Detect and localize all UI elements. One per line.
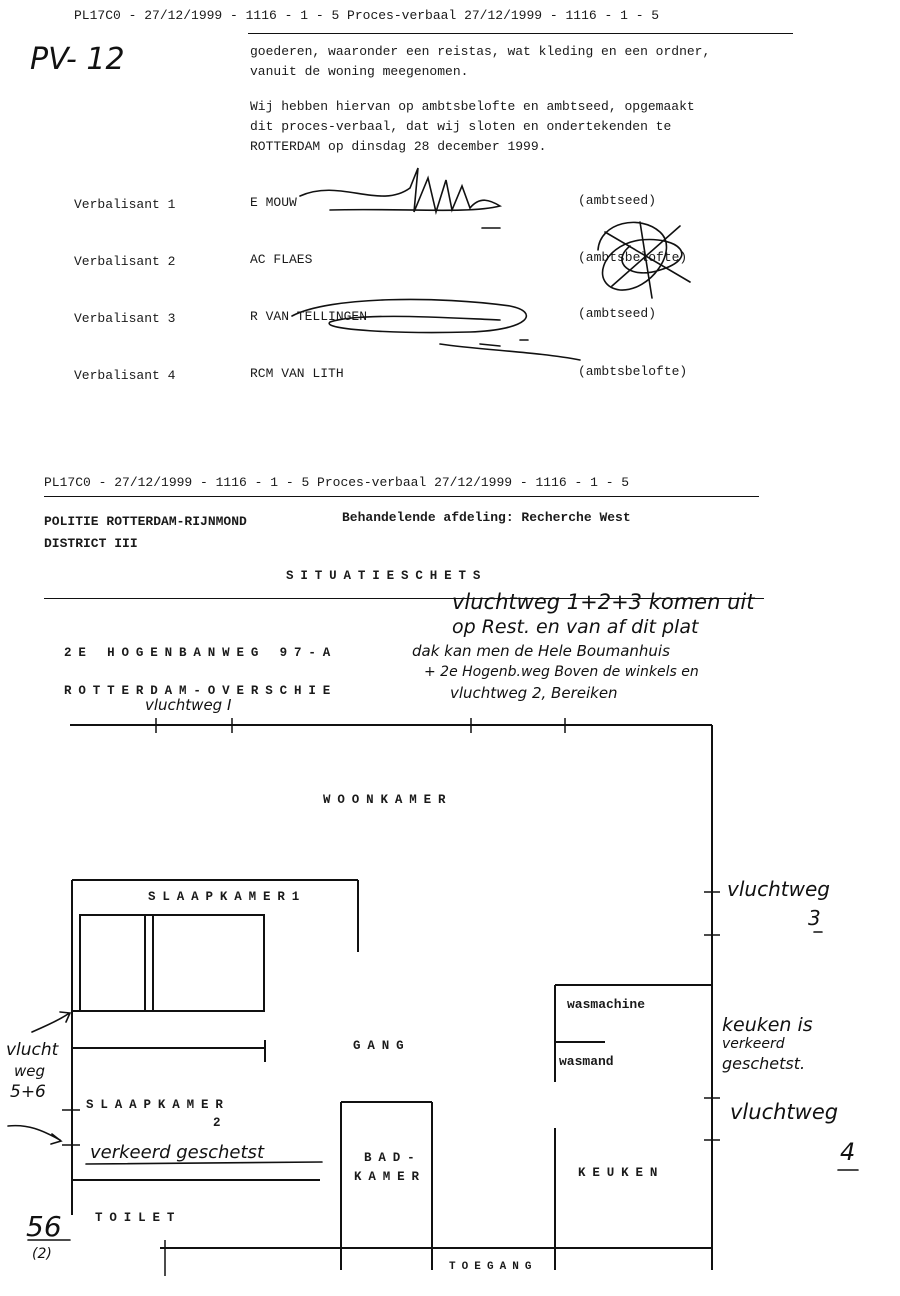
arrow-icon <box>32 1012 70 1032</box>
arrow-icon <box>8 1126 61 1144</box>
room-badkamer-a: BAD- <box>364 1151 422 1165</box>
room-badkamer-b: KAMER <box>354 1170 426 1184</box>
note-top-4: + 2e Hogenb.weg Boven de winkels en <box>424 664 699 680</box>
note-vluchtweg-3: vluchtweg <box>727 877 830 901</box>
label-wasmachine: wasmachine <box>567 997 646 1012</box>
room-toegang: TOEGANG <box>449 1261 538 1273</box>
officer-2-label: Verbalisant 2 <box>74 254 176 269</box>
room-woonkamer: WOONKAMER <box>323 793 453 807</box>
note-top-5: vluchtweg 2, Bereiken <box>450 684 618 702</box>
note-vlucht-5-6-a: vlucht <box>6 1040 59 1060</box>
note-vluchtweg-4-number: 4 <box>840 1138 856 1166</box>
officer-4-label: Verbalisant 4 <box>74 368 176 383</box>
body-line: vanuit de woning meegenomen. <box>250 64 469 79</box>
note-keuken-3: geschetst. <box>722 1054 806 1073</box>
department: Behandelende afdeling: Recherche West <box>342 510 631 525</box>
officer-1-oath: (ambtseed) <box>578 193 657 208</box>
note-vlucht-5-6-c: 5+6 <box>10 1082 46 1102</box>
note-top-3: dak kan men de Hele Boumanhuis <box>412 642 670 660</box>
officer-4-name: RCM VAN LITH <box>250 366 344 381</box>
closing-line: Wij hebben hiervan op ambtsbelofte en ambtseed, opgemaakt <box>250 99 695 114</box>
page2-header: PL17C0 - 27/12/1999 - 1116 - 1 - 5 Proces-verbaal 27/12/1999 - 1116 - 1 - 5 <box>44 475 630 490</box>
room-slaapkamer2-number: 2 <box>213 1116 228 1130</box>
officer-3-oath: (ambtseed) <box>578 306 657 321</box>
note-vluchtweg-3-number: 3 <box>808 906 821 930</box>
officer-1-name: E MOUW <box>250 195 297 210</box>
address-line-1: 2E HOGENBANWEG 97-A <box>64 646 338 660</box>
officer-3-label: Verbalisant 3 <box>74 311 176 326</box>
note-vluchtweg-1: vluchtweg I <box>145 696 232 714</box>
room-keuken: KEUKEN <box>578 1166 665 1180</box>
note-keuken-1: keuken is <box>722 1014 813 1036</box>
org-line-1: POLITIE ROTTERDAM-RIJNMOND <box>44 514 247 529</box>
address-line-2: ROTTERDAM-OVERSCHIE <box>64 684 338 698</box>
page-sub-number: (2) <box>32 1246 52 1262</box>
closing-line: dit proces-verbaal, dat wij sloten en ondertekenden te <box>250 119 672 134</box>
note-vluchtweg-4: vluchtweg <box>730 1100 839 1124</box>
room-gang: GANG <box>353 1039 411 1053</box>
officer-2-name: AC FLAES <box>250 252 313 267</box>
note-vlucht-5-6-b: weg <box>14 1062 46 1080</box>
note-top-1: vluchtweg 1+2+3 komen uit <box>452 590 755 614</box>
officer-1-label: Verbalisant 1 <box>74 197 176 212</box>
note-verkeerd-geschetst: verkeerd geschetst <box>90 1142 264 1163</box>
room-toilet: TOILET <box>95 1211 182 1225</box>
page1-header: PL17C0 - 27/12/1999 - 1116 - 1 - 5 Proces-verbaal 27/12/1999 - 1116 - 1 - 5 <box>74 8 660 23</box>
room-slaapkamer1: SLAAPKAMER1 <box>148 890 307 904</box>
note-keuken-2: verkeerd <box>722 1036 785 1052</box>
closing-line: ROTTERDAM op dinsdag 28 december 1999. <box>250 139 547 154</box>
room-slaapkamer2: SLAAPKAMER <box>86 1098 230 1112</box>
sketch-title: SITUATIESCHETS <box>286 569 488 583</box>
pv-annotation: PV- 12 <box>30 42 125 77</box>
note-top-2: op Rest. en van af dit plat <box>452 616 699 638</box>
label-wasmand: wasmand <box>559 1054 614 1069</box>
officer-2-oath: (ambtsbelofte) <box>578 250 688 265</box>
body-line: goederen, waaronder een reistas, wat kleding en een ordner, <box>250 44 711 59</box>
officer-4-oath: (ambtsbelofte) <box>578 364 688 379</box>
page-number: 56 <box>26 1210 62 1243</box>
org-line-2: DISTRICT III <box>44 536 138 551</box>
officer-3-name: R VAN TELLINGEN <box>250 309 368 324</box>
